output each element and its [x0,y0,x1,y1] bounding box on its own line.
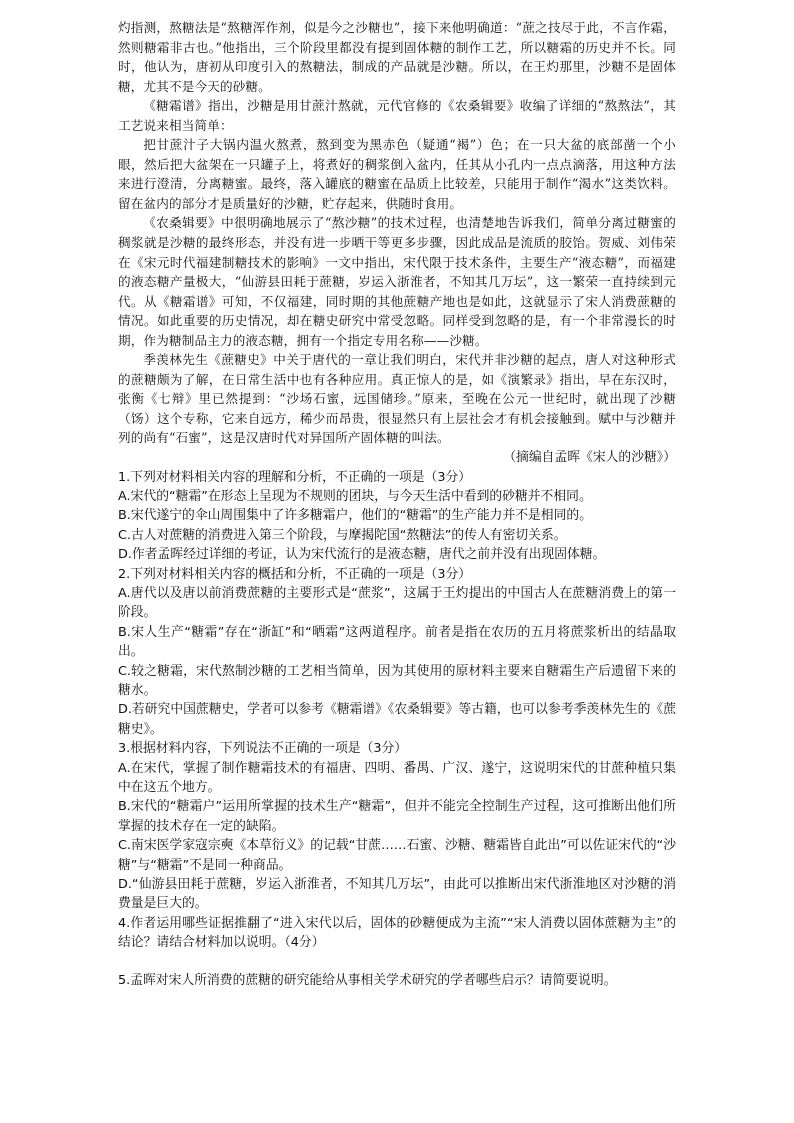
question-1-option-d: D.作者孟晖经过详细的考证，认为宋代流行的是液态糖，唐代之前并没有出现固体糖。 [118,547,606,563]
blank-gap [118,953,676,971]
question-3-option-c: C.南宋医学家寇宗奭《本草衍义》的记载“甘蔗……石蜜、沙糖、糖霜皆自此出”可以佐证宋代的“沙糖”与“糖霜”不是同一种商品。 [118,838,676,873]
question-1-stem: 1.下列对材料相关内容的理解和分析，不正确的一项是（3分） [118,469,472,485]
question-5-stem: 5.孟晖对宋人所消费的蔗糖的研究能给从事相关学术研究的学者哪些启示？请简要说明。 [118,972,617,988]
question-2-option-a: A.唐代以及唐以前消费蔗糖的主要形式是“蔗浆”，这属于王灼提出的中国古人在蔗糖消费上的第一阶段。 [118,585,676,621]
question-3-option-b: B.宋代的“糖霜户”运用所掌握的技术生产“糖霜”，但并不能完全控制生产过程，这可推断出他们所掌握的技术存在一定的缺陷。 [118,799,676,834]
question-2-option-d: D.若研究中国蔗糖史，学者可以参考《糖霜谱》《农桑辑要》等古籍，也可以参考季羡林先生的《蔗糖史》。 [118,702,676,737]
passage-source: （摘编自孟晖《宋人的沙糖》） [503,450,676,466]
question-2-option-b: B.宋人生产“糖霜”存在“浙缸”和“晒霜”这两道程序。前者是指在农历的五月将蔗浆析出的结晶取出。 [118,624,676,660]
question-1-option-c: C.古人对蔗糖的消费进入第三个阶段，与摩揭陀国“熬糖法”的传人有密切关系。 [118,527,567,543]
passage-paragraph-3: 把甘蔗汁子大锅内温火熬煮，熬到变为黑赤色（疑通“褐”）色；在一只大盆的底部凿一个小眼，然后把大盆架在一只罐子上，将煮好的稠浆倒入盆内，任其从小孔内一点点滴落，用这种方法来进行澄清，分离糖蜜。最终，落入罐底的糖蜜在品质上比较差，只能用于制作“渴水”这类饮料。留在盆内的部分才是质量好的沙糖，贮存起来，供随时食用。 [118,137,676,211]
passage-paragraph-1: 灼指测，熬糖法是“熬糖浑作剂，似是今之沙糖也”，接下来他明确道：“蔗之技尽于此，不言作霜，然则糖霜非古也。”他指出，三个阶段里都没有提到固体糖的制作工艺，所以糖霜的历史并不长。同时，他认为，唐初从印度引入的熬糖法，制成的产品就是沙糖。所以，在王灼那里，沙糖不是固体糖，尤其不是今天的砂糖。 [118,20,676,94]
question-3-option-a: A.在宋代，掌握了制作糖霜技术的有福唐、四明、番禺、广汉、遂宁，这说明宋代的甘蔗种植只集中在这五个地方。 [118,760,676,796]
question-4-stem: 4.作者运用哪些证据推翻了“进入宋代以后，固体的砂糖便成为主流”“宋人消费以固体蔗糖为主”的结论？请结合材料加以说明。（4分） [118,915,676,951]
question-1-option-b: B.宋代遂宁的伞山周围集中了许多糖霜户，他们的“糖霜”的生产能力并不是相同的。 [118,508,592,524]
reading-passage [118,18,676,448]
question-1-option-a: A.宋代的“糖霜”在形态上呈现为不规则的团块，与今天生活中看到的砂糖并不相同。 [118,488,592,504]
question-2-stem: 2.下列对材料相关内容的概括和分析，不正确的一项是（3分） [118,566,472,582]
question-list [118,468,676,991]
question-3-option-d: D.“仙游县田耗于蔗糖，岁运入浙淮者，不知其几万坛”，由此可以推断出宋代浙淮地区对沙糖的消费量是巨大的。 [118,877,676,912]
passage-paragraph-2: 《糖霜谱》指出，沙糖是用甘蔗汁熬就，元代官修的《农桑辑要》收编了详细的“熬熬法”，其工艺说来相当简单： [118,98,676,133]
passage-paragraph-4: 《农桑辑要》中很明确地展示了“熬沙糖”的技术过程，也清楚地告诉我们，简单分离过糖蜜的稠浆就是沙糖的最终形态，并没有进一步晒干等更多步骤，因此成品是流质的胶饴。贺威、刘伟荣在《宋元时代福建制糖技术的影响》一文中指出，宋代限于技术条件，主要生产“液态糖”，而福建的液态糖产量极大，“仙游县田耗于蔗糖，岁运入浙淮者，不知其几万坛”，这一繁荣一直持续到元代。从《糖霜谱》可知，不仅福建，同时期的其他蔗糖产地也是如此，这就显示了宋人消费蔗糖的情况。如此重要的历史情况，却在糖史研究中常受忽略。同样受到忽略的是，有一个非常漫长的时期，作为糖制品主力的液态糖，拥有一个指定专用名称——沙糖。 [118,215,676,348]
question-3-stem: 3.根据材料内容，下列说法不正确的一项是（3分） [118,741,408,757]
question-2-option-c: C.较之糖霜，宋代熬制沙糖的工艺相当简单，因为其使用的原材料主要来自糖霜生产后遗留下来的糖水。 [118,663,676,698]
passage-paragraph-5: 季羡林先生《蔗糖史》中关于唐代的一章让我们明白，宋代并非沙糖的起点，唐人对这种形式的蔗糖颇为了解，在日常生活中也有各种应用。真正惊人的是，如《演繁录》指出，早在东汉时，张衡《七辩》里已然提到：“沙场石蜜，远国储珍。”原来，至晚在公元一世纪时，就出现了沙糖（饧）这个专称，它来自远方，稀少而昂贵，很显然只有上层社会才有机会接触到。赋中与沙糖并列的尚有“石蜜”，这是汉唐时代对异国所产固体糖的叫法。 [118,352,676,446]
